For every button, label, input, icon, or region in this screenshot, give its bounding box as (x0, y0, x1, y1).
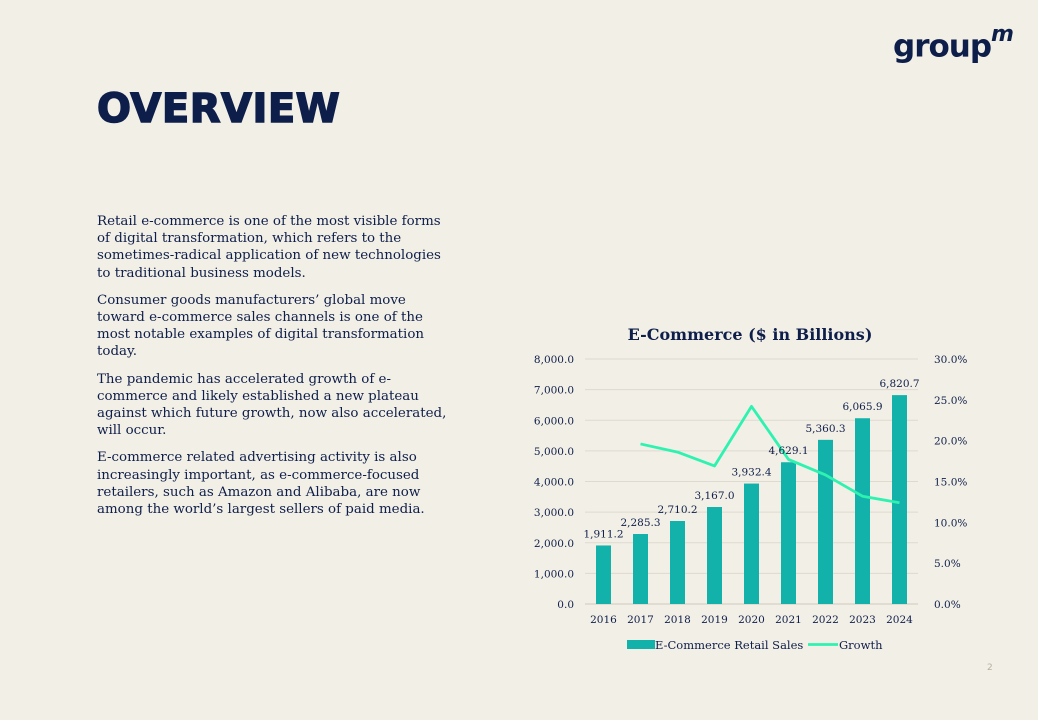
paragraph-4: E-commerce related advertising activity is also increasingly important, as e-commerce-focused retailers, such as Amazon and Alibaba, are now among the world’s largest sellers of paid media. (97, 450, 425, 518)
y-tick-label: 1,000.0 (533, 568, 574, 581)
data-label: 4,629.1 (768, 445, 809, 458)
paragraph-1: Retail e-commerce is one of the most visible forms of digital transformation, which refers to the sometimes-radical application of new technologies to traditional business models. (97, 214, 441, 281)
bar (818, 440, 833, 604)
bar (855, 418, 870, 604)
groupm-logo: group$^m$ (893, 22, 1013, 65)
x-tick-label: 2024 (886, 614, 913, 626)
y2-tick-label: 20.0% (934, 435, 968, 448)
legend-bar-label: E-Commerce Retail Sales (655, 638, 804, 652)
y2-tick-label: 5.0% (934, 558, 961, 571)
y2-tick-label: 25.0% (934, 394, 968, 407)
x-tick-label: 2023 (849, 614, 876, 626)
page-title: OVERVIEW (97, 86, 341, 132)
y-tick-label: 4,000.0 (533, 476, 574, 489)
data-label: 6,065.9 (842, 401, 883, 414)
x-tick-label: 2018 (664, 614, 691, 626)
y-tick-label: 5,000.0 (533, 445, 574, 458)
x-tick-label: 2021 (775, 614, 802, 626)
y2-tick-label: 15.0% (934, 476, 968, 489)
bar (892, 395, 907, 604)
y2-tick-label: 10.0% (934, 517, 968, 530)
y2-tick-label: 0.0% (934, 599, 961, 611)
data-label: 3,932.4 (731, 466, 772, 479)
legend-line-label: Growth (839, 638, 883, 652)
page-number: 2 (987, 663, 993, 673)
bar (670, 521, 685, 604)
data-label: 2,285.3 (620, 517, 661, 530)
bar (707, 507, 722, 604)
data-label: 3,167.0 (694, 490, 735, 503)
data-label: 1,911.2 (583, 528, 624, 541)
x-tick-label: 2022 (812, 614, 839, 626)
bar (744, 484, 759, 604)
x-tick-label: 2020 (738, 614, 765, 626)
legend-bar-swatch (627, 640, 655, 649)
data-label: 6,820.7 (879, 378, 920, 391)
y-tick-label: 7,000.0 (533, 384, 574, 397)
x-tick-label: 2019 (701, 614, 728, 626)
paragraph-2: Consumer goods manufacturers’ global move toward e-commerce sales channels is one of the most notable examples of digital transformation today. (97, 292, 425, 360)
x-tick-label: 2017 (627, 614, 654, 626)
bar (633, 534, 648, 604)
y-tick-label: 2,000.0 (533, 537, 574, 550)
y2-tick-label: 30.0% (934, 354, 968, 366)
data-label: 2,710.2 (657, 504, 698, 517)
y-tick-label: 8,000.0 (533, 354, 574, 366)
data-label: 5,360.3 (805, 422, 846, 435)
y-tick-label: 6,000.0 (533, 415, 574, 428)
x-tick-label: 2016 (590, 614, 617, 626)
bar (596, 545, 611, 604)
paragraph-3: The pandemic has accelerated growth of e-commerce and likely established a new plateau against which future growth, now also accelerated, will occur. (97, 371, 447, 439)
y-tick-label: 3,000.0 (533, 507, 574, 520)
bar (781, 462, 796, 604)
y-tick-label: 0.0 (557, 599, 574, 611)
chart-title: E-Commerce ($ in Billions) (627, 325, 873, 344)
